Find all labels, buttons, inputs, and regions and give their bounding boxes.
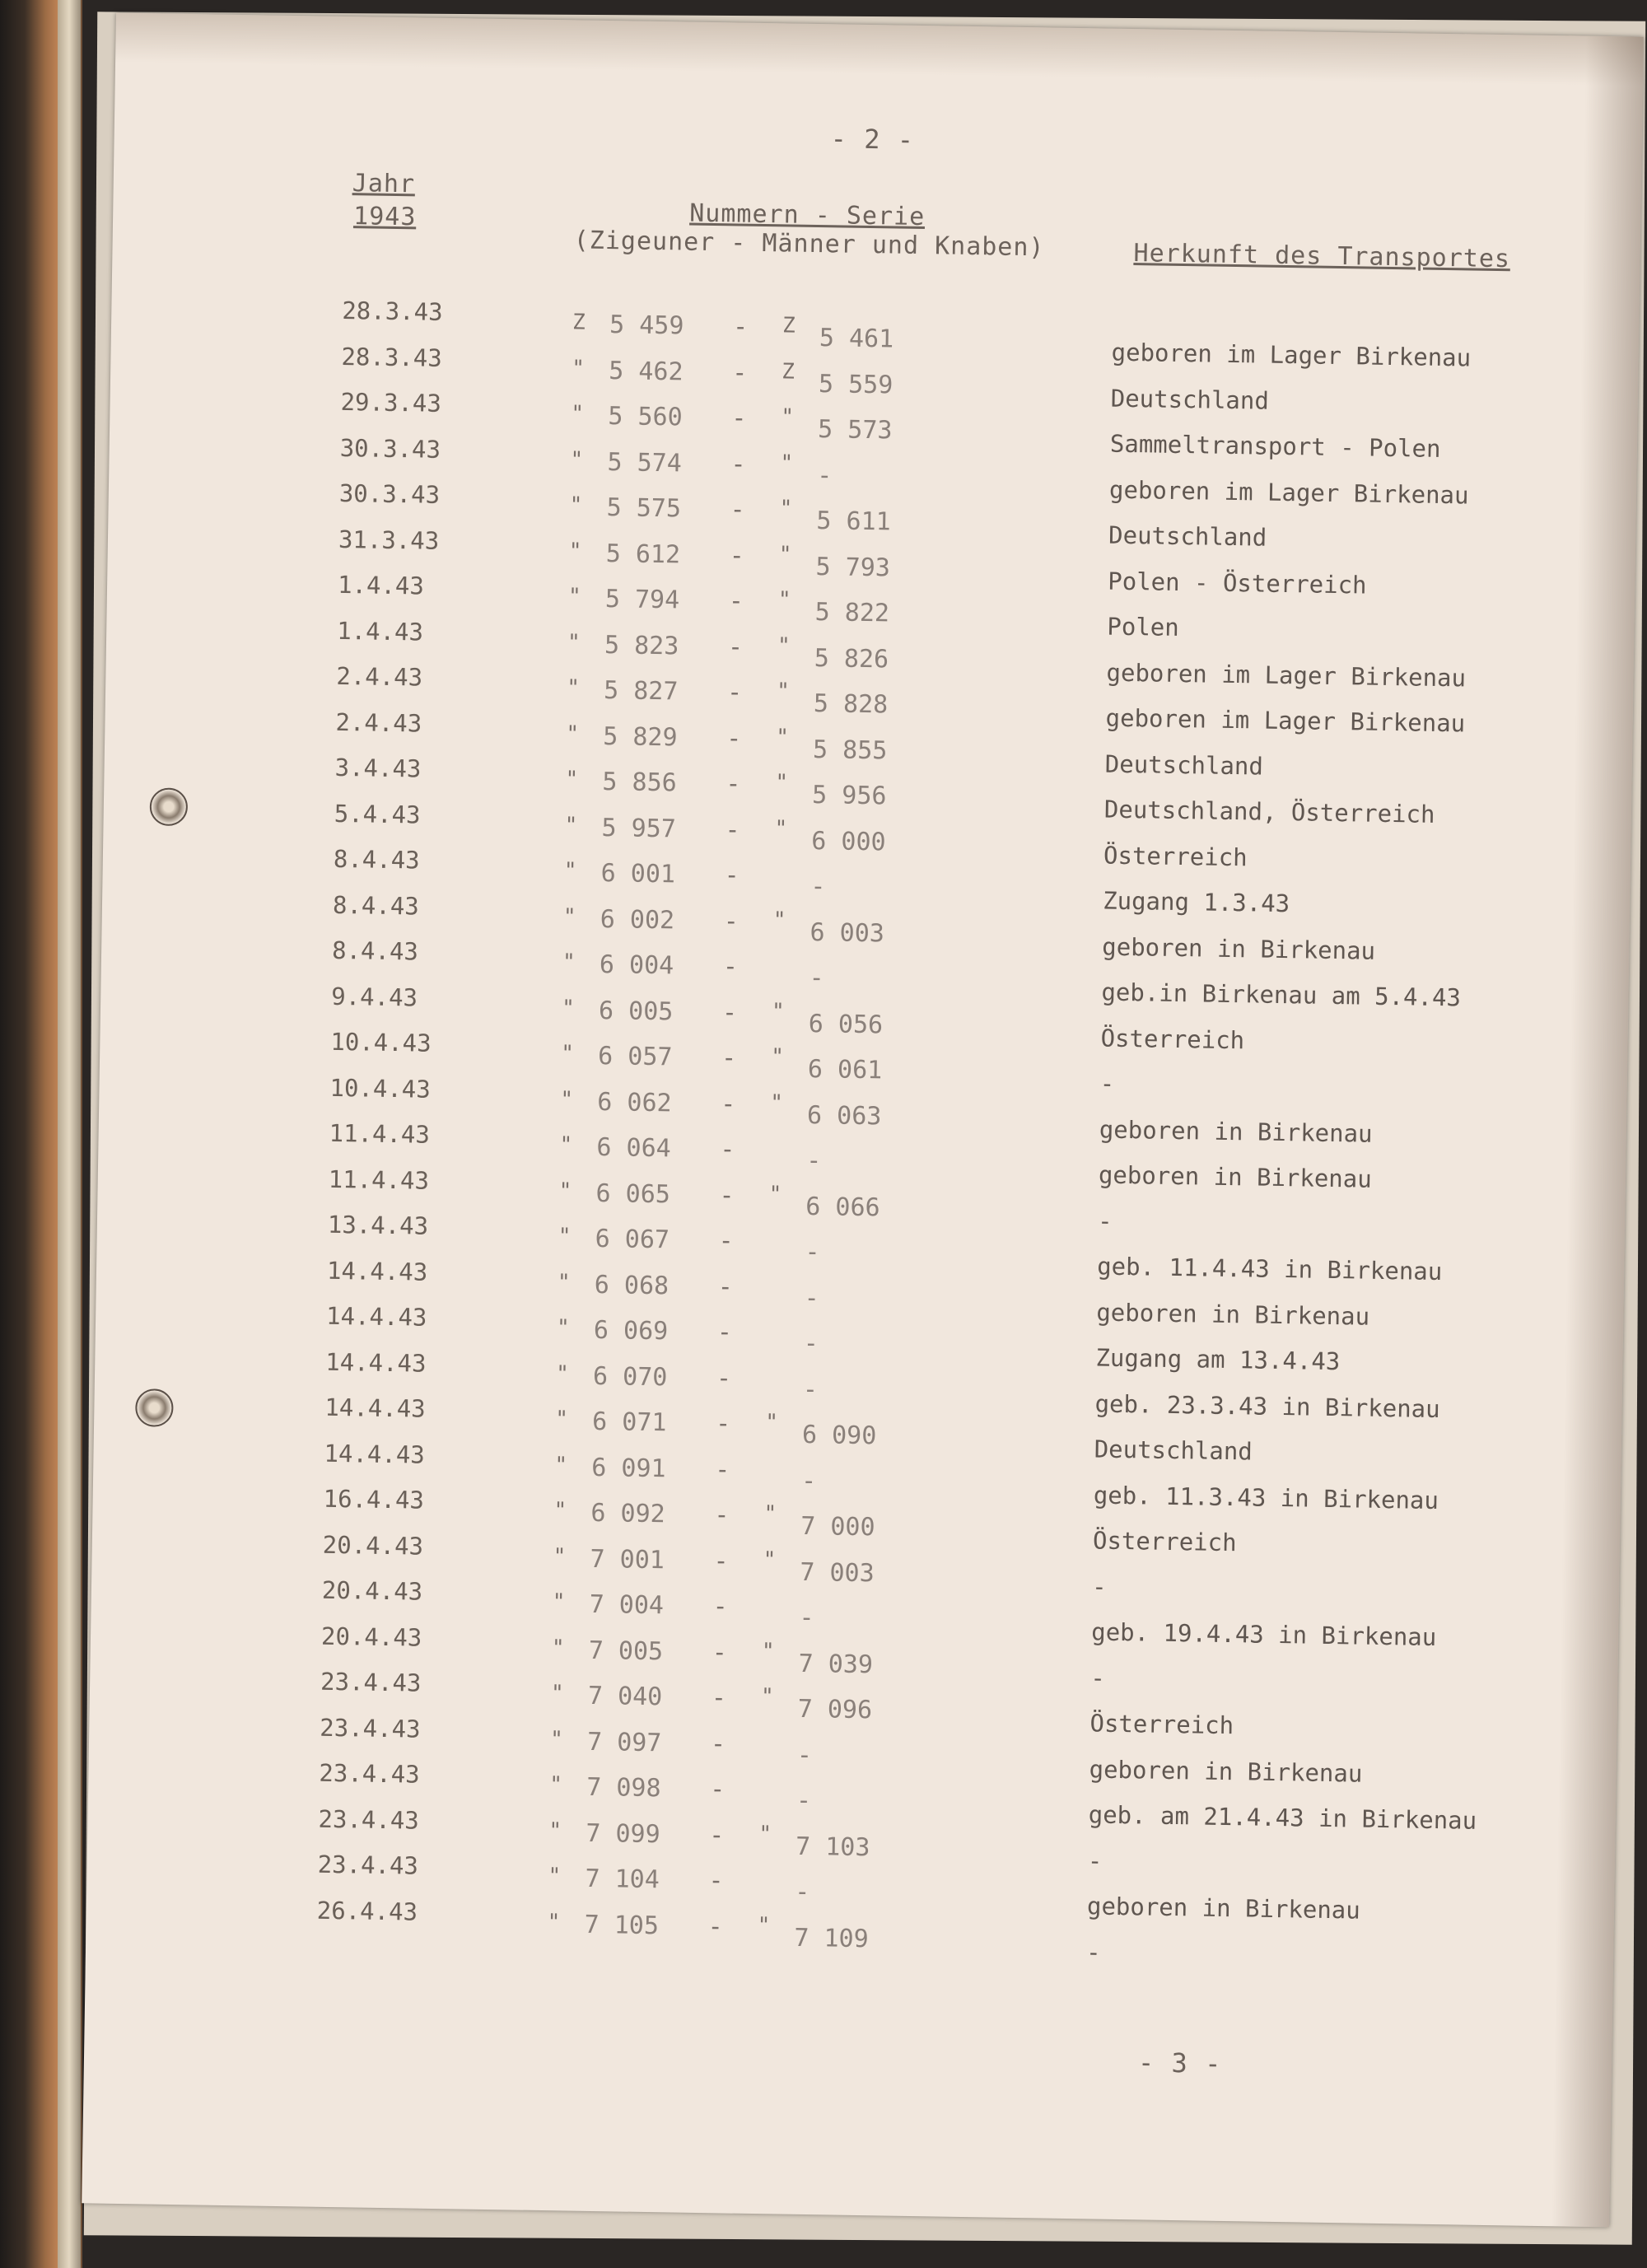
row-origin: geboren im Lager Birkenau	[1111, 338, 1472, 372]
row-date: 10.4.43	[329, 1073, 432, 1104]
row-number-from: 7 104	[585, 1864, 660, 1895]
row-range-dash: -	[713, 1546, 729, 1576]
row-range-dash: -	[716, 1363, 732, 1393]
row-origin: geboren im Lager Birkenau	[1106, 658, 1467, 692]
row-date: 8.4.43	[333, 844, 420, 875]
row-date: 23.4.43	[318, 1804, 420, 1835]
row-date: 20.4.43	[322, 1530, 424, 1561]
row-number-from: 6 091	[591, 1453, 666, 1483]
row-date: 28.3.43	[342, 296, 443, 326]
row-number-from: 5 827	[603, 676, 679, 707]
row-number-from: 7 097	[586, 1727, 662, 1757]
row-number-from: 5 829	[603, 721, 678, 752]
row-number-from: 6 005	[598, 996, 674, 1026]
row-range-dash: -	[714, 1500, 730, 1530]
row-date: 14.4.43	[324, 1393, 426, 1423]
row-number-to: 7 103	[795, 1832, 870, 1862]
row-number-to: 5 826	[814, 643, 889, 674]
row-ditto-to: "	[778, 541, 792, 567]
row-ditto-from: "	[560, 1086, 574, 1112]
row-ditto-from: Z	[572, 310, 586, 335]
row-number-to: 5 793	[815, 552, 891, 582]
row-origin: geboren im Lager Birkenau	[1105, 703, 1466, 738]
row-number-to: 6 000	[811, 826, 886, 856]
row-origin: geboren in Birkenau	[1089, 1754, 1363, 1788]
row-number-from: 6 002	[600, 904, 675, 935]
row-number-to: -	[802, 1374, 819, 1404]
row-range-dash: -	[727, 632, 744, 662]
row-ditto-from: "	[564, 812, 578, 838]
row-number-from: 6 071	[591, 1407, 667, 1438]
row-ditto-from: "	[563, 858, 577, 884]
row-number-to: 5 855	[812, 735, 888, 765]
row-origin: -	[1091, 1571, 1107, 1601]
row-range-dash: -	[726, 769, 741, 799]
row-range-dash: -	[729, 540, 745, 571]
row-origin: geb.in Birkenau am 5.4.43	[1101, 978, 1462, 1012]
row-ditto-to: Z	[782, 313, 796, 338]
row-ditto-from: "	[558, 1178, 572, 1203]
row-range-dash: -	[715, 1454, 730, 1485]
row-ditto-from: "	[549, 1726, 564, 1752]
row-number-to: 6 056	[808, 1009, 884, 1039]
row-ditto-from: "	[554, 1452, 568, 1477]
row-number-from: 6 070	[592, 1361, 668, 1392]
row-number-to: 6 003	[810, 917, 885, 948]
row-origin: geboren in Birkenau	[1098, 1160, 1372, 1193]
row-range-dash: -	[719, 1180, 735, 1211]
row-number-to: 7 109	[794, 1923, 869, 1953]
row-date: 10.4.43	[330, 1027, 432, 1057]
row-range-dash: -	[707, 1911, 723, 1941]
row-range-dash: -	[730, 449, 746, 479]
row-date: 14.4.43	[325, 1347, 427, 1378]
row-number-to: -	[804, 1283, 819, 1313]
row-origin: geb. 11.3.43 in Birkenau	[1093, 1480, 1439, 1514]
row-date: 1.4.43	[337, 570, 425, 600]
row-origin: Zugang am 13.4.43	[1095, 1343, 1341, 1376]
row-range-dash: -	[725, 814, 740, 845]
row-date: 13.4.43	[327, 1210, 429, 1240]
row-date: 9.4.43	[331, 982, 418, 1011]
header-year: 1943	[352, 202, 417, 232]
row-date: 14.4.43	[326, 1256, 428, 1286]
row-number-from: 6 068	[594, 1270, 670, 1300]
row-ditto-from: "	[548, 1864, 562, 1889]
row-number-from: 6 092	[590, 1498, 666, 1529]
row-ditto-from: "	[550, 1681, 564, 1706]
row-number-from: 5 612	[605, 539, 681, 569]
row-range-dash: -	[721, 997, 738, 1028]
row-range-dash: -	[726, 678, 743, 707]
row-date: 30.3.43	[338, 478, 441, 509]
row-ditto-to: "	[771, 998, 785, 1024]
row-number-to: 6 066	[805, 1192, 880, 1222]
row-number-from: 7 098	[586, 1772, 661, 1804]
page-number-bottom: - 3 -	[1137, 2046, 1222, 2079]
row-number-from: 5 794	[604, 585, 680, 615]
row-origin: Österreich	[1092, 1526, 1237, 1557]
row-range-dash: -	[717, 1272, 734, 1302]
row-origin: Sammeltransport - Polen	[1109, 429, 1441, 463]
row-ditto-from: "	[569, 492, 583, 518]
row-range-dash: -	[712, 1592, 729, 1622]
page-number-top: - 2 -	[830, 123, 915, 156]
row-number-from: 5 957	[601, 813, 677, 843]
row-range-dash: -	[711, 1683, 727, 1713]
row-origin: geboren in Birkenau	[1102, 932, 1376, 965]
row-date: 11.4.43	[329, 1118, 431, 1149]
row-origin: Österreich	[1103, 841, 1248, 871]
row-date: 2.4.43	[335, 707, 422, 738]
row-number-from: 6 065	[595, 1178, 671, 1209]
row-ditto-from: "	[567, 584, 581, 609]
row-ditto-to: "	[757, 1912, 771, 1938]
row-number-to: -	[794, 1877, 810, 1907]
row-ditto-to: "	[770, 1044, 785, 1070]
row-ditto-to: "	[780, 450, 794, 476]
row-range-dash: -	[724, 861, 740, 890]
row-date: 1.4.43	[336, 616, 424, 646]
row-number-from: 7 105	[584, 1910, 660, 1940]
row-origin: geboren in Birkenau	[1099, 1115, 1373, 1148]
header-jahr: Jahr	[352, 169, 416, 199]
row-ditto-to: "	[758, 1821, 772, 1846]
row-number-from: 6 057	[597, 1041, 673, 1072]
row-origin: -	[1087, 1846, 1103, 1875]
row-date: 23.4.43	[317, 1850, 419, 1880]
row-origin: geboren im Lager Birkenau	[1108, 475, 1469, 509]
row-range-dash: -	[732, 312, 749, 342]
row-date: 8.4.43	[332, 890, 420, 921]
row-ditto-from: "	[547, 1909, 561, 1934]
row-range-dash: -	[726, 723, 742, 754]
row-ditto-from: "	[559, 1132, 573, 1158]
row-ditto-to: "	[763, 1547, 777, 1572]
row-origin: geboren in Birkenau	[1096, 1297, 1370, 1331]
row-number-from: 6 001	[600, 858, 676, 889]
row-number-to: 7 039	[798, 1649, 874, 1679]
row-ditto-to: "	[770, 1090, 784, 1115]
row-number-from: 5 560	[608, 402, 683, 432]
row-number-to: 7 096	[797, 1694, 873, 1725]
row-ditto-from: "	[551, 1635, 565, 1660]
row-date: 20.4.43	[320, 1622, 422, 1652]
row-number-from: 5 575	[606, 493, 682, 524]
row-range-dash: -	[718, 1226, 735, 1256]
row-ditto-to: "	[776, 724, 790, 750]
row-ditto-from: "	[556, 1315, 570, 1341]
row-ditto-from: "	[555, 1360, 570, 1386]
row-ditto-from: "	[561, 995, 575, 1020]
row-range-dash: -	[728, 586, 744, 616]
row-number-from: 6 067	[595, 1224, 670, 1255]
row-origin: Deutschland, Österreich	[1103, 795, 1435, 828]
row-origin: Deutschland	[1104, 749, 1264, 781]
row-origin: Polen	[1107, 612, 1180, 642]
row-ditto-from: "	[562, 950, 576, 975]
row-range-dash: -	[716, 1318, 733, 1347]
row-date: 16.4.43	[323, 1484, 425, 1514]
row-date: 23.4.43	[320, 1667, 422, 1697]
row-origin: -	[1099, 1069, 1115, 1098]
row-number-to: 6 061	[807, 1054, 883, 1085]
row-number-to: 5 559	[818, 369, 893, 399]
row-origin: Deutschland	[1110, 384, 1270, 415]
row-date: 29.3.43	[340, 387, 442, 418]
row-number-from: 7 040	[587, 1681, 663, 1712]
row-ditto-to: "	[781, 404, 795, 430]
row-ditto-to: "	[774, 815, 788, 842]
row-ditto-from: "	[548, 1818, 562, 1843]
row-number-to: -	[817, 460, 833, 490]
row-ditto-from: "	[549, 1772, 563, 1798]
binder-strip	[58, 0, 81, 2268]
row-number-from: 5 823	[604, 630, 679, 660]
row-ditto-to: "	[763, 1501, 777, 1527]
row-ditto-from: "	[571, 401, 585, 427]
row-ditto-to: "	[779, 496, 793, 521]
row-ditto-from: "	[562, 903, 576, 930]
row-origin: Österreich	[1100, 1024, 1245, 1054]
row-ditto-to: "	[777, 587, 791, 613]
row-date: 30.3.43	[339, 433, 441, 464]
row-date: 20.4.43	[321, 1575, 423, 1606]
row-number-to: -	[796, 1785, 812, 1816]
document-page	[82, 13, 1644, 2228]
row-date: 11.4.43	[328, 1164, 430, 1195]
row-number-to: 7 003	[800, 1557, 875, 1588]
row-range-dash: -	[723, 906, 740, 936]
row-range-dash: -	[712, 1637, 728, 1667]
row-date: 28.3.43	[341, 342, 442, 372]
row-origin: geb. am 21.4.43 in Birkenau	[1088, 1800, 1477, 1835]
row-number-to: -	[809, 963, 825, 993]
row-origin: geb. 19.4.43 in Birkenau	[1091, 1617, 1437, 1652]
header-zigeuner: (Zigeuner - Männer und Knaben)	[573, 226, 1045, 263]
row-origin: -	[1085, 1937, 1101, 1967]
row-ditto-to: "	[775, 770, 789, 796]
row-number-to: -	[796, 1740, 813, 1770]
row-date: 2.4.43	[336, 661, 423, 692]
row-number-to: -	[800, 1466, 817, 1496]
row-ditto-to: "	[761, 1638, 775, 1664]
row-range-dash: -	[731, 404, 747, 433]
row-origin: -	[1090, 1663, 1106, 1692]
row-ditto-to: Z	[782, 358, 796, 385]
row-number-to: -	[805, 1237, 820, 1267]
row-range-dash: -	[730, 495, 745, 525]
row-date: 14.4.43	[324, 1439, 426, 1469]
row-range-dash: -	[731, 357, 748, 388]
row-ditto-from: "	[560, 1041, 575, 1066]
row-range-dash: -	[721, 1089, 736, 1119]
row-ditto-from: "	[572, 355, 586, 381]
row-number-from: 7 004	[589, 1589, 665, 1621]
row-date: 3.4.43	[334, 753, 422, 783]
row-ditto-from: "	[555, 1407, 569, 1432]
row-origin: -	[1097, 1206, 1113, 1235]
row-number-from: 6 062	[597, 1087, 672, 1118]
row-number-to: 7 000	[800, 1511, 875, 1542]
row-number-to: 5 956	[811, 780, 887, 811]
row-number-to: 5 461	[819, 324, 894, 354]
row-origin: Polen - Österreich	[1108, 567, 1367, 600]
row-number-from: 5 856	[602, 767, 677, 798]
row-number-to: 5 828	[813, 689, 889, 720]
header-nummern-serie: Nummern - Serie	[688, 198, 926, 232]
row-number-from: 5 462	[608, 356, 684, 386]
row-number-to: -	[810, 871, 826, 902]
row-number-to: 6 063	[806, 1100, 882, 1131]
row-ditto-from: "	[553, 1543, 567, 1569]
row-range-dash: -	[721, 1043, 737, 1073]
row-number-to: 5 611	[816, 506, 891, 537]
row-ditto-from: "	[552, 1589, 566, 1615]
row-number-from: 7 099	[586, 1818, 660, 1849]
row-ditto-to: "	[777, 632, 791, 659]
row-ditto-from: "	[566, 721, 580, 747]
row-range-dash: -	[722, 952, 739, 982]
header-herkunft: Herkunft des Transportes	[1133, 239, 1511, 274]
row-date: 14.4.43	[325, 1301, 427, 1332]
row-number-from: 5 459	[609, 310, 684, 341]
row-number-from: 6 064	[596, 1132, 672, 1164]
row-number-from: 7 001	[590, 1544, 665, 1575]
row-origin: Zugang 1.3.43	[1102, 886, 1290, 918]
row-ditto-from: "	[570, 446, 584, 473]
row-number-from: 5 574	[607, 447, 683, 478]
row-date: 23.4.43	[319, 1758, 420, 1789]
row-origin: geb. 11.4.43 in Birkenau	[1096, 1252, 1443, 1286]
row-ditto-from: "	[568, 538, 582, 564]
row-number-to: -	[805, 1146, 822, 1176]
row-origin: Österreich	[1089, 1709, 1234, 1740]
row-number-to: -	[803, 1328, 819, 1359]
row-range-dash: -	[720, 1135, 735, 1164]
row-ditto-to: "	[760, 1684, 774, 1710]
row-range-dash: -	[709, 1775, 726, 1804]
row-ditto-from: "	[566, 675, 581, 701]
row-origin: Deutschland	[1108, 520, 1267, 552]
row-ditto-to: "	[768, 1181, 782, 1206]
row-number-from: 6 069	[593, 1315, 669, 1346]
row-range-dash: -	[710, 1729, 726, 1758]
row-ditto-to: "	[764, 1410, 779, 1435]
row-ditto-from: "	[565, 767, 579, 792]
row-number-to: -	[799, 1603, 814, 1633]
row-date: 5.4.43	[334, 799, 421, 829]
row-origin: geboren in Birkenau	[1086, 1892, 1361, 1925]
row-date: 31.3.43	[338, 525, 440, 555]
row-range-dash: -	[708, 1866, 724, 1896]
row-ditto-from: "	[557, 1269, 571, 1295]
row-range-dash: -	[709, 1820, 725, 1850]
row-number-from: 6 004	[599, 950, 674, 981]
row-origin: geb. 23.3.43 in Birkenau	[1094, 1388, 1440, 1423]
row-date: 26.4.43	[316, 1896, 418, 1926]
row-number-to: 5 822	[814, 598, 890, 628]
row-number-to: 5 573	[817, 415, 893, 446]
row-ditto-from: "	[558, 1224, 572, 1249]
row-ditto-from: "	[553, 1498, 567, 1524]
row-date: 8.4.43	[331, 936, 419, 966]
row-date: 23.4.43	[320, 1713, 421, 1743]
row-range-dash: -	[715, 1409, 731, 1439]
row-origin: Deutschland	[1094, 1435, 1253, 1466]
row-ditto-to: "	[776, 679, 791, 704]
row-ditto-to: "	[772, 907, 786, 933]
row-number-from: 7 005	[588, 1636, 664, 1666]
row-number-to: 6 090	[801, 1420, 877, 1451]
row-ditto-from: "	[567, 629, 581, 656]
